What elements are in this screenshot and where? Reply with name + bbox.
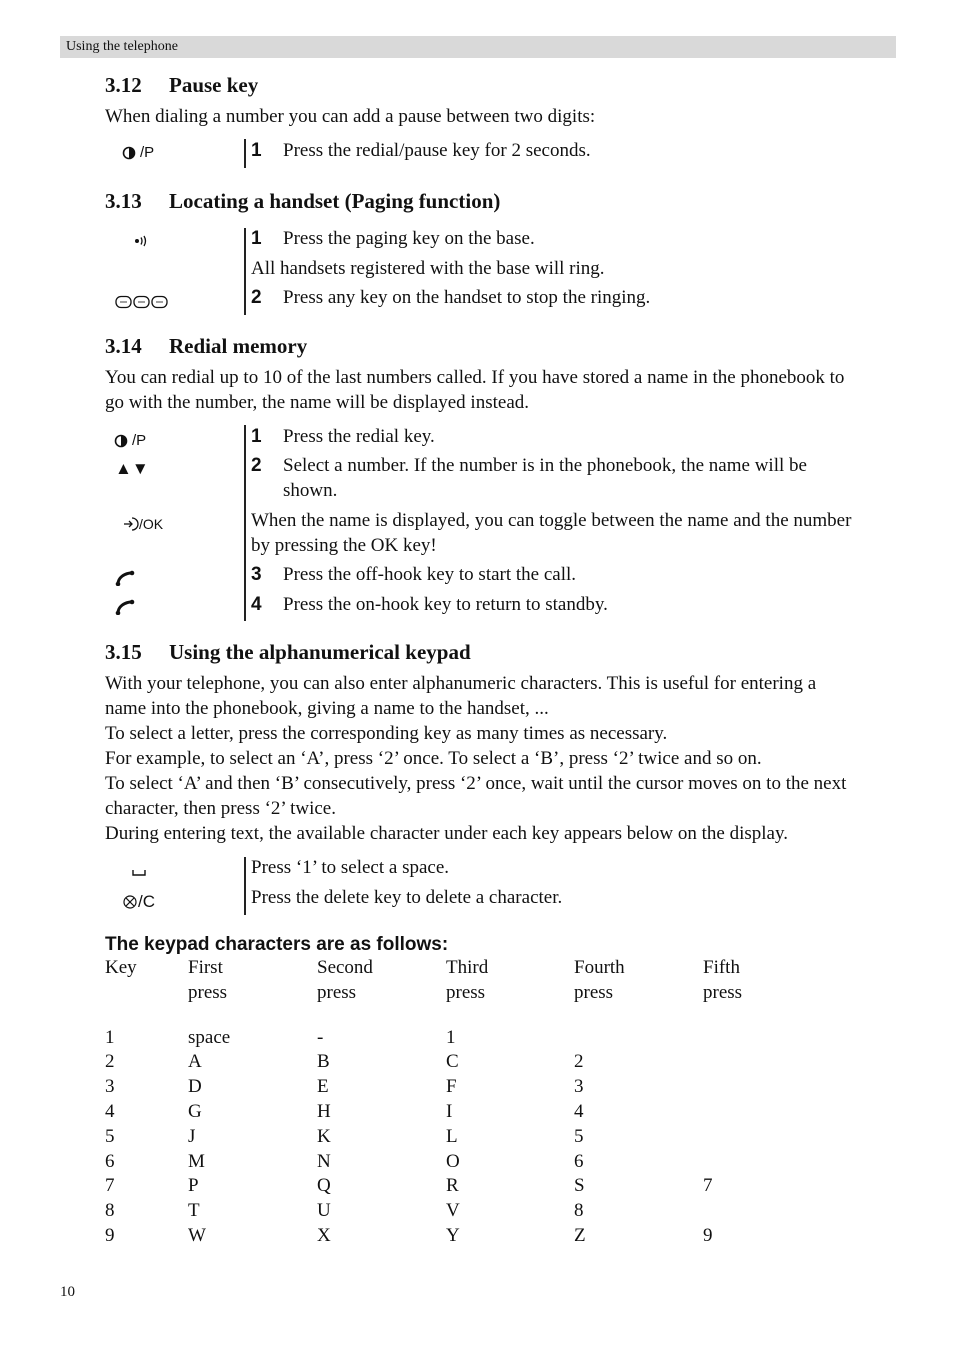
step-note: Press ‘1’ to select a space. [251, 857, 450, 878]
step-divider [244, 139, 246, 168]
step-divider [244, 228, 246, 315]
table-header-cell: First [188, 957, 223, 978]
step-item [251, 453, 807, 478]
paging-icon [134, 234, 150, 248]
redial-pause-label: /P [140, 144, 155, 161]
on-hook-icon [115, 599, 137, 615]
up-down-arrows-label: ▲▼ [115, 459, 149, 478]
step-text-continuation: shown. [283, 480, 338, 501]
table-header-cell: press [703, 981, 743, 1003]
step-text: Press any key on the handset to stop the ringing. [283, 287, 651, 308]
table-cell: C [446, 1051, 459, 1073]
section-title: Using the alphanumerical keypad [169, 640, 471, 664]
table-cell: 3 [105, 1076, 115, 1098]
paragraph-line: To select ‘A’ and then ‘B’ consecutively, press ‘2’ once, wait until the cursor moves on to the next [105, 773, 847, 794]
table-header-cell: press [317, 981, 357, 1003]
step-note: Press the delete key to delete a character. [251, 887, 563, 908]
table-cell: B [317, 1051, 330, 1073]
delete-key-label: /C [138, 892, 155, 911]
paragraph-line: For example, to select an ‘A’, press ‘2’ once. To select a ‘B’, press ‘2’ twice and so on. [105, 748, 762, 769]
table-cell: L [446, 1125, 458, 1147]
step-item [251, 592, 608, 617]
table-cell: 9 [105, 1224, 115, 1246]
table-cell: 2 [574, 1051, 584, 1073]
table-cell: Z [574, 1224, 586, 1246]
table-header-cell: Fourth [574, 957, 625, 978]
handset-keys-icon [115, 295, 168, 309]
step-text: Press the redial key. [283, 426, 435, 447]
table-header-cell: Third [446, 957, 489, 978]
table-cell: H [317, 1100, 331, 1122]
step-item [251, 424, 435, 449]
section-heading-3-14 [105, 334, 307, 359]
table-header-cell: Key [105, 957, 137, 978]
up-down-arrows-icon [115, 459, 149, 479]
step-number: 1 [251, 140, 262, 161]
table-cell: T [188, 1200, 200, 1222]
delete-key-icon [122, 892, 155, 912]
section-heading-3-13 [105, 189, 500, 214]
table-cell: R [446, 1175, 459, 1197]
redial-pause-icon [122, 144, 154, 161]
table-cell: 2 [105, 1051, 115, 1073]
table-cell: A [188, 1051, 202, 1073]
step-number: 2 [251, 287, 262, 308]
table-cell: M [188, 1150, 205, 1172]
running-header-title: Using the telephone [66, 39, 178, 54]
step-item [251, 285, 650, 310]
redial-pause-icon [114, 432, 146, 449]
table-cell: W [188, 1224, 206, 1246]
step-item [251, 562, 576, 587]
table-cell: 7 [105, 1175, 115, 1197]
table-cell: 1 [105, 1026, 115, 1048]
section-intro: When dialing a number you can add a pause between two digits: [105, 106, 596, 127]
keypad-heading: The keypad characters are as follows: [105, 934, 449, 955]
section-number: 3.13 [105, 189, 142, 213]
table-header-cell: press [446, 981, 486, 1003]
table-cell: space [188, 1026, 231, 1048]
table-cell: 6 [105, 1150, 115, 1172]
step-divider [244, 425, 246, 621]
menu-ok-icon [123, 516, 163, 532]
section-title: Pause key [169, 73, 259, 97]
table-cell: - [317, 1026, 324, 1048]
section-number: 3.15 [105, 640, 142, 664]
table-cell: 1 [446, 1026, 456, 1048]
table-cell: E [317, 1076, 329, 1098]
step-text: Press the paging key on the base. [283, 228, 535, 249]
section-title: Locating a handset (Paging function) [169, 189, 501, 213]
table-cell: S [574, 1175, 585, 1197]
step-note-line: by pressing the OK key! [251, 535, 437, 556]
paragraph-line: With your telephone, you can also enter alphanumeric characters. This is useful for entering a [105, 673, 817, 694]
table-cell: U [317, 1200, 331, 1222]
redial-pause-label: /P [132, 432, 147, 449]
step-number: 4 [251, 594, 262, 615]
section-intro-line: go with the number, the name will be displayed instead. [105, 392, 530, 413]
table-cell: J [188, 1125, 196, 1147]
space-key-icon [131, 866, 147, 878]
paragraph-line: To select a letter, press the corresponding key as many times as necessary. [105, 723, 668, 744]
table-cell: Q [317, 1175, 331, 1197]
step-note-line: When the name is displayed, you can toggle between the name and the number [251, 510, 852, 531]
table-cell: V [446, 1200, 460, 1222]
menu-ok-label: /OK [139, 516, 164, 532]
table-cell: 8 [574, 1200, 584, 1222]
table-cell: 7 [703, 1175, 713, 1197]
running-header [60, 36, 896, 58]
table-cell: 9 [703, 1224, 713, 1246]
table-cell: 3 [574, 1076, 584, 1098]
step-text: Press the redial/pause key for 2 seconds. [283, 140, 591, 161]
step-note: All handsets registered with the base will ring. [251, 258, 605, 279]
step-number: 2 [251, 455, 262, 476]
table-cell: N [317, 1150, 331, 1172]
table-header-cell: press [188, 981, 228, 1003]
table-header-cell: Second [317, 957, 373, 978]
step-item [251, 226, 535, 251]
table-cell: Y [446, 1224, 460, 1246]
step-number: 3 [251, 564, 262, 585]
table-cell: I [446, 1100, 453, 1122]
step-item [251, 138, 591, 163]
section-number: 3.14 [105, 334, 142, 358]
table-cell: X [317, 1224, 331, 1246]
step-text: Select a number. If the number is in the phonebook, the name will be [283, 455, 807, 476]
table-header-cell: press [574, 981, 614, 1003]
table-cell: 5 [105, 1125, 115, 1147]
step-divider [244, 857, 246, 915]
paragraph-line: character, then press ‘2’ twice. [105, 798, 336, 819]
step-number: 1 [251, 426, 262, 447]
step-number: 1 [251, 228, 262, 249]
section-title: Redial memory [169, 334, 308, 358]
table-cell: G [188, 1100, 202, 1122]
table-cell: O [446, 1150, 460, 1172]
paragraph-line: name into the phonebook, giving a name to the handset, ... [105, 698, 549, 719]
table-header-cell: Fifth [703, 957, 740, 978]
section-heading-3-15 [105, 640, 471, 665]
table-cell: 8 [105, 1200, 115, 1222]
step-text: Press the on-hook key to return to standby. [283, 594, 608, 615]
table-cell: 4 [105, 1100, 115, 1122]
table-cell: K [317, 1125, 331, 1147]
section-intro-line: You can redial up to 10 of the last numbers called. If you have stored a name in the phonebook to [105, 367, 845, 388]
off-hook-icon [115, 570, 137, 586]
table-cell: F [446, 1076, 457, 1098]
step-text: Press the off-hook key to start the call. [283, 564, 577, 585]
table-cell: 6 [574, 1150, 584, 1172]
table-cell: D [188, 1076, 202, 1098]
page-number: 10 [60, 1284, 75, 1300]
table-cell: P [188, 1175, 199, 1197]
table-cell: 4 [574, 1100, 584, 1122]
paragraph-line: During entering text, the available character under each key appears below on the display. [105, 823, 789, 844]
table-cell: 5 [574, 1125, 584, 1147]
section-heading-3-12 [105, 73, 258, 98]
section-number: 3.12 [105, 73, 142, 97]
